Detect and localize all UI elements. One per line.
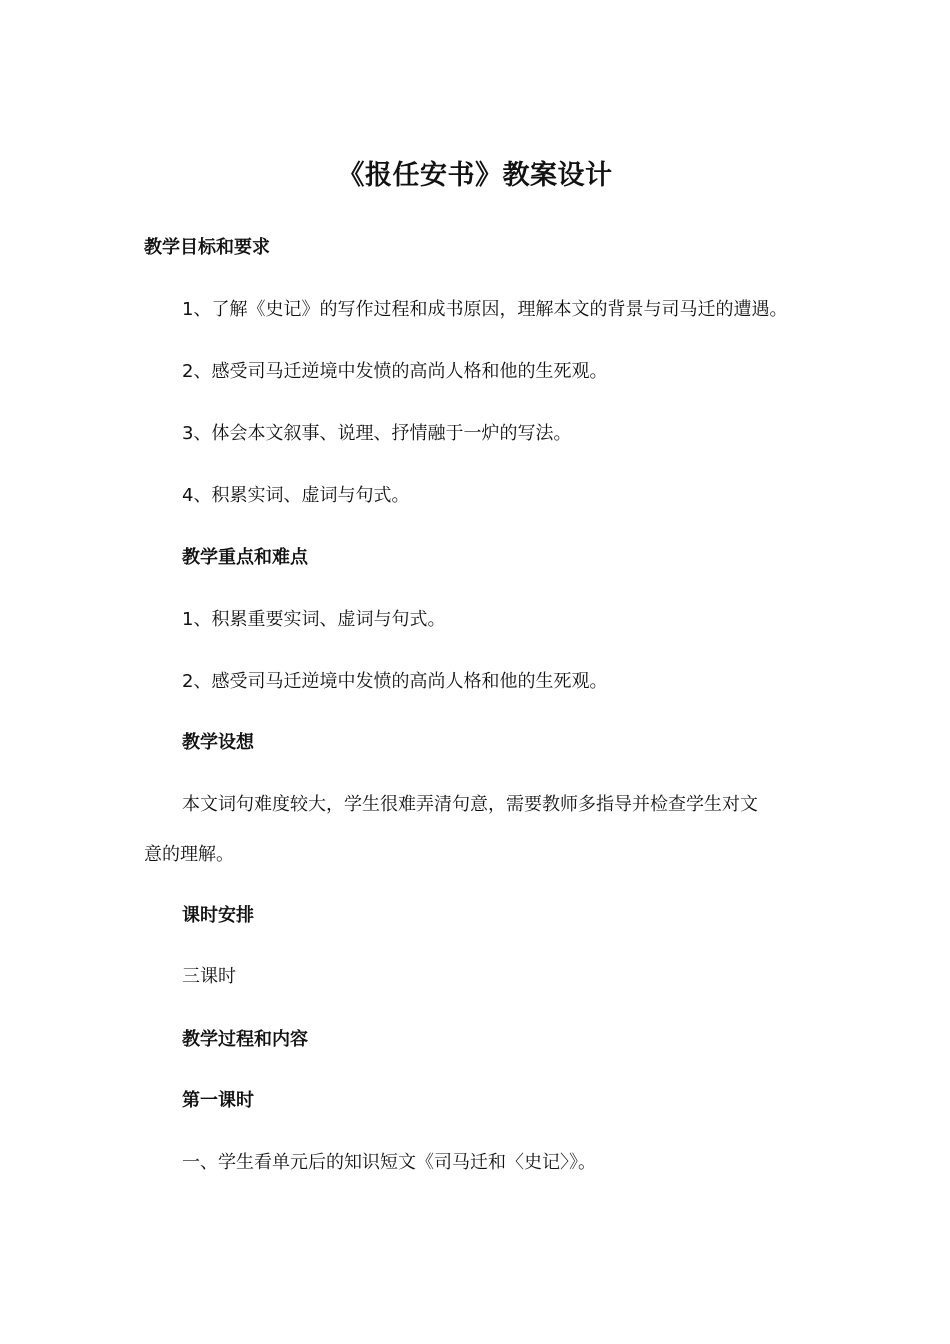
concept-paragraph-line1: 本文词句难度较大，学生很难弄清句意，需要教师多指导并检查学生对文	[182, 794, 758, 815]
heading-teaching-concept: 教学设想	[182, 732, 254, 753]
lesson-1-step-1: 一、学生看单元后的知识短文《司马迁和〈史记〉》。	[182, 1152, 596, 1173]
goal-item-2: 2、感受司马迁逆境中发愤的高尚人格和他的生死观。	[182, 361, 608, 382]
concept-paragraph-line2: 意的理解。	[144, 844, 234, 865]
key-point-item-1: 1、积累重要实词、虚词与句式。	[182, 609, 446, 630]
goal-item-4: 4、积累实词、虚词与句式。	[182, 485, 410, 506]
heading-schedule: 课时安排	[182, 905, 254, 926]
goal-item-3: 3、体会本文叙事、说理、抒情融于一炉的写法。	[182, 423, 572, 444]
key-point-item-2: 2、感受司马迁逆境中发愤的高尚人格和他的生死观。	[182, 671, 608, 692]
heading-teaching-goals: 教学目标和要求	[144, 237, 270, 258]
heading-key-points: 教学重点和难点	[182, 547, 308, 568]
heading-lesson-1: 第一课时	[182, 1090, 254, 1111]
heading-teaching-process: 教学过程和内容	[182, 1029, 308, 1050]
document-title: 《报任安书》教案设计	[337, 160, 613, 191]
goal-item-1: 1、了解《史记》的写作过程和成书原因，理解本文的背景与司马迁的遭遇。	[182, 299, 788, 320]
schedule-text: 三课时	[182, 966, 236, 987]
